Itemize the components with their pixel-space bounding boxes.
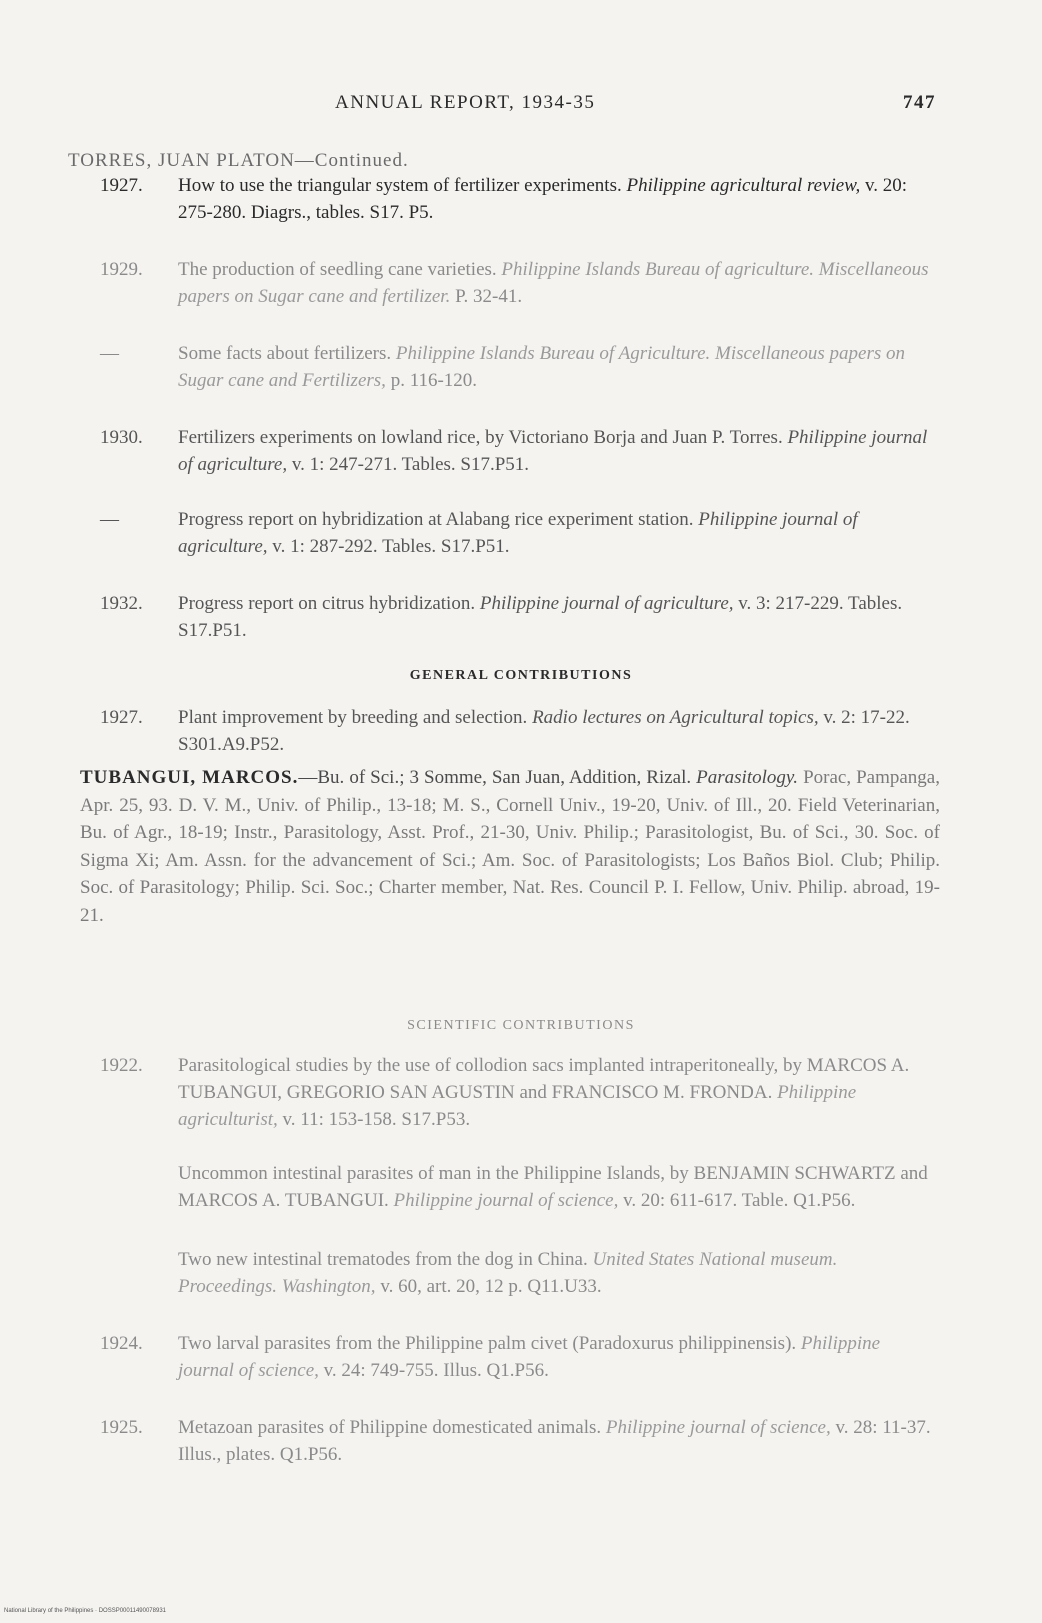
list-item: Uncommon intestinal parasites of man in the Philippine Islands, by BENJAMIN SCHWARTZ and MARCOS A. TUBANGUI. Philippine journal of science, v. 20: 611-617. Table. Q1.P56.: [178, 1163, 928, 1211]
author-name: TUBANGUI, MARCOS.: [80, 767, 299, 788]
list-item: 1929. The production of seedling cane varieties. Philippine Islands Bureau of agriculture. Miscellaneous papers on Sugar cane and fertilizer. P. 32-41.: [100, 259, 929, 307]
list-item: 1927. Plant improvement by breeding and selection. Radio lectures on Agricultural topics, v. 2: 17-22. S301.A9.P52.: [100, 707, 910, 755]
list-item: 1925. Metazoan parasites of Philippine domesticated animals. Philippine journal of science, v. 28: 11-37. Illus., plates. Q1.P56.: [100, 1417, 931, 1465]
list-item: 1932. Progress report on citrus hybridization. Philippine journal of agriculture, v. 3: 217-229. Tables. S17.P51.: [100, 593, 903, 641]
page-number: 747: [903, 92, 936, 113]
list-item: 1927. How to use the triangular system of fertilizer experiments. Philippine agricultural review, v. 20: 275-280. Diagrs., tables. S17. P5.: [100, 175, 908, 223]
list-item: 1924. Two larval parasites from the Philippine palm civet (Paradoxurus philippinensis). Philippine journal of science, v. 24: 749-755. Illus. Q1.P56.: [100, 1333, 881, 1381]
author-bio-tubangui: TUBANGUI, MARCOS.—Bu. of Sci.; 3 Somme, San Juan, Addition, Rizal. Parasitology. Porac, Pampanga, Apr. 25, 93. D. V. M., Univ. of Philip., 13-18; M. S., Cornell Univ., 19-20, Univ. of Ill., 20. Field Veterinarian, Bu. of Agr., 18-19; Instr., Parasitology, Asst. Prof., 21-30, Univ. Philip.; Parasitologist, Bu. of Sci., 30. Soc. of Sigma Xi; Am. Assn. for the advancement of Sci.; Am. Soc. of Parasitologists; Los Baños Biol. Club; Philip. Soc. of Parasitology; Philip. Sci. Soc.; Charter member, Nat. Res. Council P. I. Fellow, Univ. Philip. abroad, 19-21.: [80, 767, 940, 926]
list-item: — Some facts about fertilizers. Philippine Islands Bureau of Agriculture. Miscellaneous papers on Sugar cane and Fertilizers, p. 116-120.: [100, 343, 905, 391]
list-item: 1922. Parasitological studies by the use of collodion sacs implanted intraperitoneally, by MARCOS A. TUBANGUI, GREGORIO SAN AGUSTIN and FRANCISCO M. FRONDA. Philippine agriculturist, v. 11: 153-158. S17.P53.: [100, 1055, 910, 1130]
author-heading-torres: TORRES, JUAN PLATON—Continued.: [68, 150, 409, 171]
list-item: — Progress report on hybridization at Alabang rice experiment station. Philippine journal of agriculture, v. 1: 287-292. Tables. S17.P51.: [100, 509, 858, 557]
report-title: ANNUAL REPORT, 1934-35: [335, 92, 596, 113]
scan-credit: National Library of the Philippines · DOSSP00011490078931: [4, 1608, 166, 1614]
list-item: 1930. Fertilizers experiments on lowland rice, by Victoriano Borja and Juan P. Torres. Philippine journal of agriculture, v. 1: 247-271. Tables. S17.P51.: [100, 427, 928, 475]
list-item: Two new intestinal trematodes from the dog in China. United States National museum. Proceedings. Washington, v. 60, art. 20, 12 p. Q11.U33.: [178, 1249, 838, 1297]
section-heading-scientific: SCIENTIFIC CONTRIBUTIONS: [407, 1018, 635, 1033]
section-heading-general: GENERAL CONTRIBUTIONS: [409, 668, 633, 683]
